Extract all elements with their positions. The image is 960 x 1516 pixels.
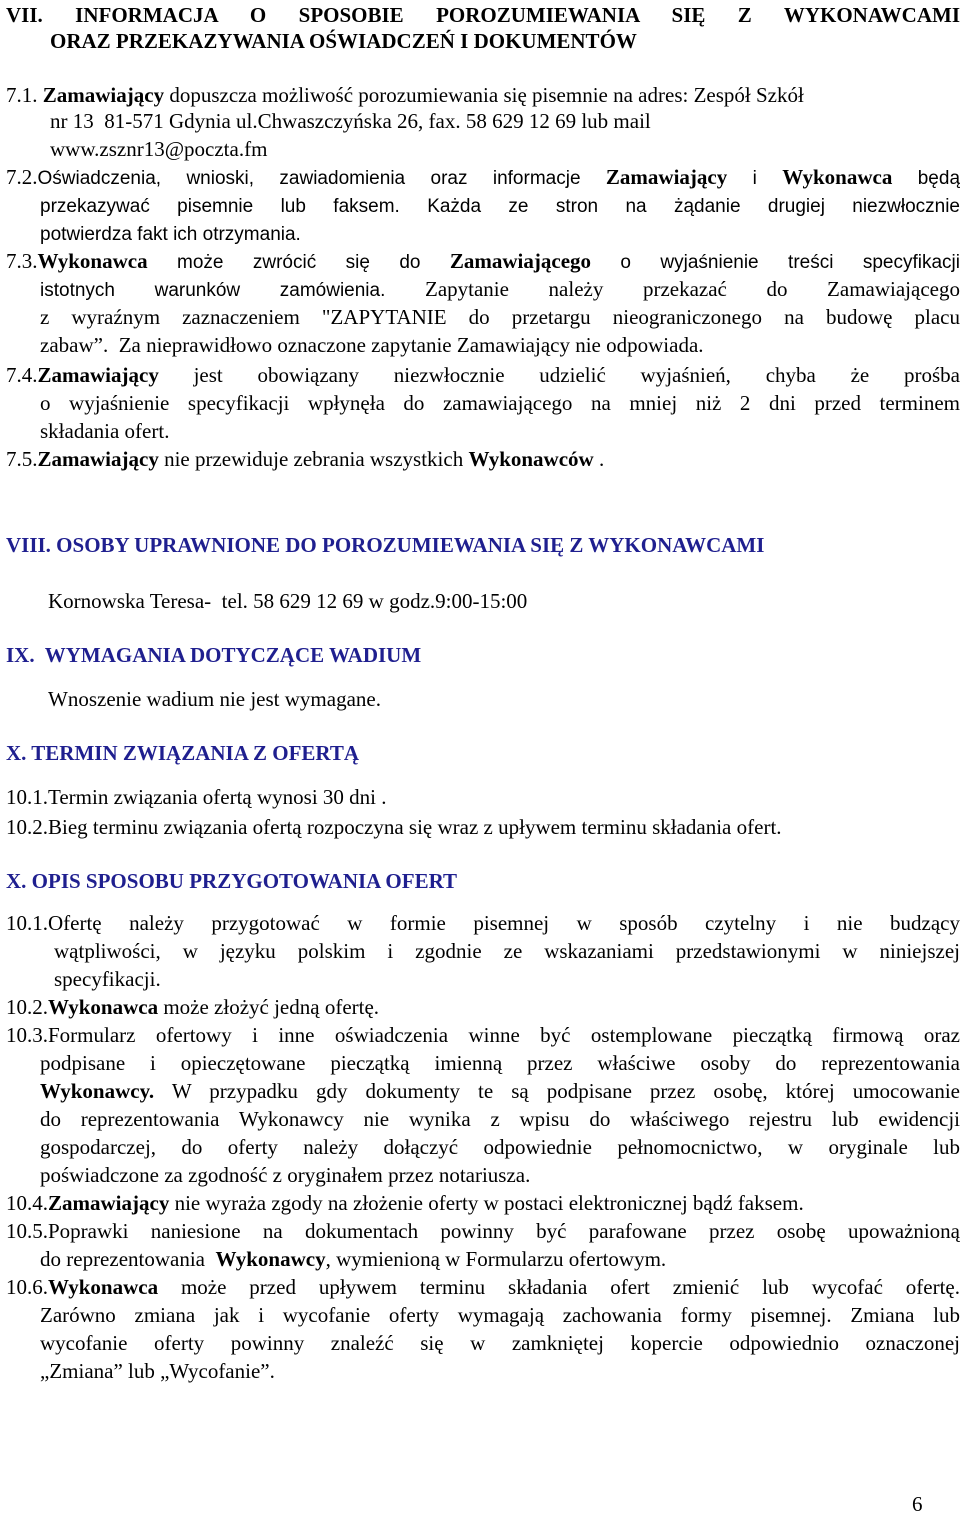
text-span: 10.1.Ofertę należy przygotować w formie pisemnej w sposób czytelny i nie budzący bbox=[6, 911, 960, 935]
text-line bbox=[40, 1134, 960, 1160]
text-span: 10.6. bbox=[6, 1275, 48, 1299]
text-line bbox=[50, 136, 267, 162]
text-line bbox=[6, 1274, 960, 1300]
text-span: podpisane i opieczętowane pieczątką imienną przez właściwe osoby do reprezentowania bbox=[40, 1051, 960, 1075]
bold-text: Wykonawca bbox=[48, 995, 159, 1019]
bold-text: IX. WYMAGANIA DOTYCZĄCE WADIUM bbox=[6, 643, 422, 667]
text-span: W przypadku gdy dokumenty te są podpisane przez osobę, której umocowanie bbox=[154, 1079, 960, 1103]
text-line bbox=[40, 304, 960, 330]
bold-text: Wykonawca bbox=[37, 249, 148, 273]
text-span: istotnych warunków zamówienia. bbox=[40, 280, 425, 301]
text-span: będą bbox=[892, 168, 960, 189]
section-heading bbox=[6, 532, 764, 558]
text-line bbox=[50, 108, 651, 134]
text-span: i bbox=[727, 168, 783, 189]
text-span: może przed upływem terminu składania ofert zmienić lub wycofać ofertę. bbox=[158, 1275, 960, 1299]
text-span: z wyraźnym zaznaczeniem "ZAPYTANIE do przetargu nieograniczonego na budowę placu bbox=[40, 305, 960, 329]
text-span: 10.4. bbox=[6, 1191, 48, 1215]
section-heading bbox=[6, 642, 421, 668]
text-span: gospodarczej, do oferty należy dołączyć odpowiednie pełnomocnictwo, w oryginale lub bbox=[40, 1135, 960, 1159]
bold-text: Zamawiający bbox=[37, 447, 159, 471]
text-span: nie wyraża zgody na złożenie oferty w postaci elektronicznej bądź faksem. bbox=[169, 1191, 804, 1215]
bold-text: VIII. OSOBY UPRAWNIONE DO POROZUMIEWANIA SIĘ Z WYKONAWCAMI bbox=[6, 533, 765, 557]
text-span: wycofanie oferty powinny znaleźć się w zamkniętej kopercie odpowiednio oznaczonej bbox=[40, 1331, 960, 1355]
text-span: poświadczone za zgodność z oryginałem przez notariusza. bbox=[40, 1163, 531, 1187]
bold-text: ORAZ PRZEKAZYWANIA OŚWIADCZEŃ I DOKUMENTÓW bbox=[50, 29, 637, 53]
text-span: dopuszcza możliwość porozumiewania się pisemnie na adres: Zespół Szkół bbox=[164, 83, 804, 107]
bold-text: Zamawiający bbox=[605, 165, 728, 189]
text-span: 10.2.Bieg terminu związania ofertą rozpoczyna się wraz z upływem terminu składania ofert. bbox=[6, 815, 782, 839]
text-span: może zwrócić się do bbox=[147, 252, 450, 273]
text-span: składania ofert. bbox=[40, 419, 170, 443]
text-line bbox=[40, 192, 960, 220]
text-line bbox=[6, 82, 804, 108]
bold-text: Wykonawcy. bbox=[40, 1079, 155, 1103]
text-span: Zapytanie należy przekazać do Zamawiającego bbox=[425, 277, 960, 301]
text-line bbox=[6, 446, 604, 472]
bold-text: Zamawiający bbox=[42, 83, 165, 107]
text-span: 7.5. bbox=[6, 447, 38, 471]
text-line bbox=[6, 1190, 804, 1216]
section-heading bbox=[6, 868, 457, 894]
text-line bbox=[40, 418, 169, 444]
text-span: do reprezentowania Wykonawcy nie wynika z wpisu do właściwego rejestru lub ewidencji bbox=[40, 1107, 960, 1131]
text-span: przekazywać pisemnie lub faksem. bbox=[40, 196, 428, 217]
text-span: „Zmiana” lub „Wycofanie”. bbox=[40, 1359, 275, 1383]
bold-text: X. OPIS SPOSOBU PRZYGOTOWANIA OFERT bbox=[6, 869, 458, 893]
bold-text: Zamawiającego bbox=[449, 249, 592, 273]
text-line bbox=[6, 994, 379, 1020]
text-span: o wyjaśnienie specyfikacji wpłynęła do zamawiającego na mniej niż 2 dni przed terminem bbox=[40, 391, 960, 415]
text-span: Kornowska Teresa- tel. 58 629 12 69 w godz.9:00-15:00 bbox=[48, 589, 528, 613]
text-span: 10.2. bbox=[6, 995, 48, 1019]
text-line bbox=[6, 910, 960, 936]
page-number: 6 bbox=[912, 1492, 923, 1516]
text-span: 10.3.Formularz ofertowy i inne oświadczenia winne być ostemplowane pieczątką firmową oraz bbox=[6, 1023, 960, 1047]
text-line bbox=[6, 164, 960, 192]
text-span: nie przewiduje zebrania wszystkich bbox=[158, 447, 469, 471]
section-heading bbox=[6, 2, 960, 28]
text-span: Wnoszenie wadium nie jest wymagane. bbox=[48, 687, 381, 711]
text-line bbox=[40, 1246, 666, 1272]
text-line bbox=[40, 1358, 275, 1384]
text-line bbox=[40, 1106, 960, 1132]
text-line bbox=[48, 686, 381, 712]
text-line bbox=[6, 248, 960, 276]
bold-text: Wykonawcy bbox=[215, 1247, 326, 1271]
text-line bbox=[6, 362, 960, 388]
text-span: Zarówno zmiana jak i wycofanie oferty wymagają zachowania formy pisemnej. Zmiana lub bbox=[40, 1303, 960, 1327]
section-heading bbox=[6, 740, 359, 766]
text-line bbox=[48, 588, 527, 614]
text-span: Każda ze stron na żądanie drugiej niezwłocznie bbox=[427, 196, 960, 217]
text-line bbox=[6, 1022, 960, 1048]
bold-text: Wykonawca bbox=[782, 165, 893, 189]
text-span: potwierdza fakt ich otrzymania. bbox=[40, 224, 301, 245]
text-line bbox=[54, 966, 161, 992]
text-span: Oświadczenia, wnioski, zawiadomienia oraz informacje bbox=[37, 168, 606, 189]
text-span: może złożyć jedną ofertę. bbox=[158, 995, 380, 1019]
bold-text: VII. INFORMACJA O SPOSOBIE POROZUMIEWANIA SIĘ Z WYKONAWCAMI bbox=[6, 3, 960, 27]
text-span: 7.2. bbox=[6, 165, 38, 189]
text-span: . bbox=[593, 447, 605, 471]
text-span: 7.4. bbox=[6, 363, 38, 387]
text-line bbox=[40, 390, 960, 416]
text-span: o wyjaśnienie treści specyfikacji bbox=[591, 252, 960, 273]
section-heading bbox=[50, 28, 637, 54]
text-span: do reprezentowania bbox=[40, 1247, 216, 1271]
text-line bbox=[40, 1078, 960, 1104]
text-span: nr 13 81-571 Gdynia ul.Chwaszczyńska 26, fax. 58 629 12 69 lub mail bbox=[50, 109, 651, 133]
text-line bbox=[40, 276, 960, 304]
text-span: zabaw”. Za nieprawidłowo oznaczone zapytanie Zamawiający nie odpowiada. bbox=[40, 333, 704, 357]
text-line bbox=[6, 1218, 960, 1244]
text-span: 7.1. bbox=[6, 83, 43, 107]
text-line bbox=[6, 814, 782, 840]
bold-text: Zamawiający bbox=[37, 363, 159, 387]
bold-text: Wykonawca bbox=[48, 1275, 159, 1299]
text-span: specyfikacji. bbox=[54, 967, 161, 991]
text-line bbox=[40, 332, 704, 358]
text-line bbox=[40, 220, 301, 248]
text-line bbox=[40, 1162, 530, 1188]
text-span: 10.1.Termin związania ofertą wynosi 30 dni . bbox=[6, 785, 387, 809]
text-span: www.zsznr13@poczta.fm bbox=[50, 137, 268, 161]
text-line bbox=[40, 1050, 960, 1076]
bold-text: X. TERMIN ZWIĄZANIA Z OFERTĄ bbox=[6, 741, 360, 765]
text-span: wątpliwości, w języku polskim i zgodnie ze wskazaniami przedstawionymi w niniejszej bbox=[54, 939, 960, 963]
bold-text: Wykonawców bbox=[468, 447, 594, 471]
bold-text: Zamawiający bbox=[48, 1191, 170, 1215]
text-span: jest obowiązany niezwłocznie udzielić wyjaśnień, chyba że prośba bbox=[158, 363, 960, 387]
text-span: 7.3. bbox=[6, 249, 38, 273]
text-span: 10.5.Poprawki naniesione na dokumentach powinny być parafowane przez osobę upoważnioną bbox=[6, 1219, 960, 1243]
text-line bbox=[6, 784, 387, 810]
text-line bbox=[40, 1302, 960, 1328]
text-span: , wymienioną w Formularzu ofertowym. bbox=[325, 1247, 667, 1271]
text-line bbox=[54, 938, 960, 964]
text-line bbox=[40, 1330, 960, 1356]
